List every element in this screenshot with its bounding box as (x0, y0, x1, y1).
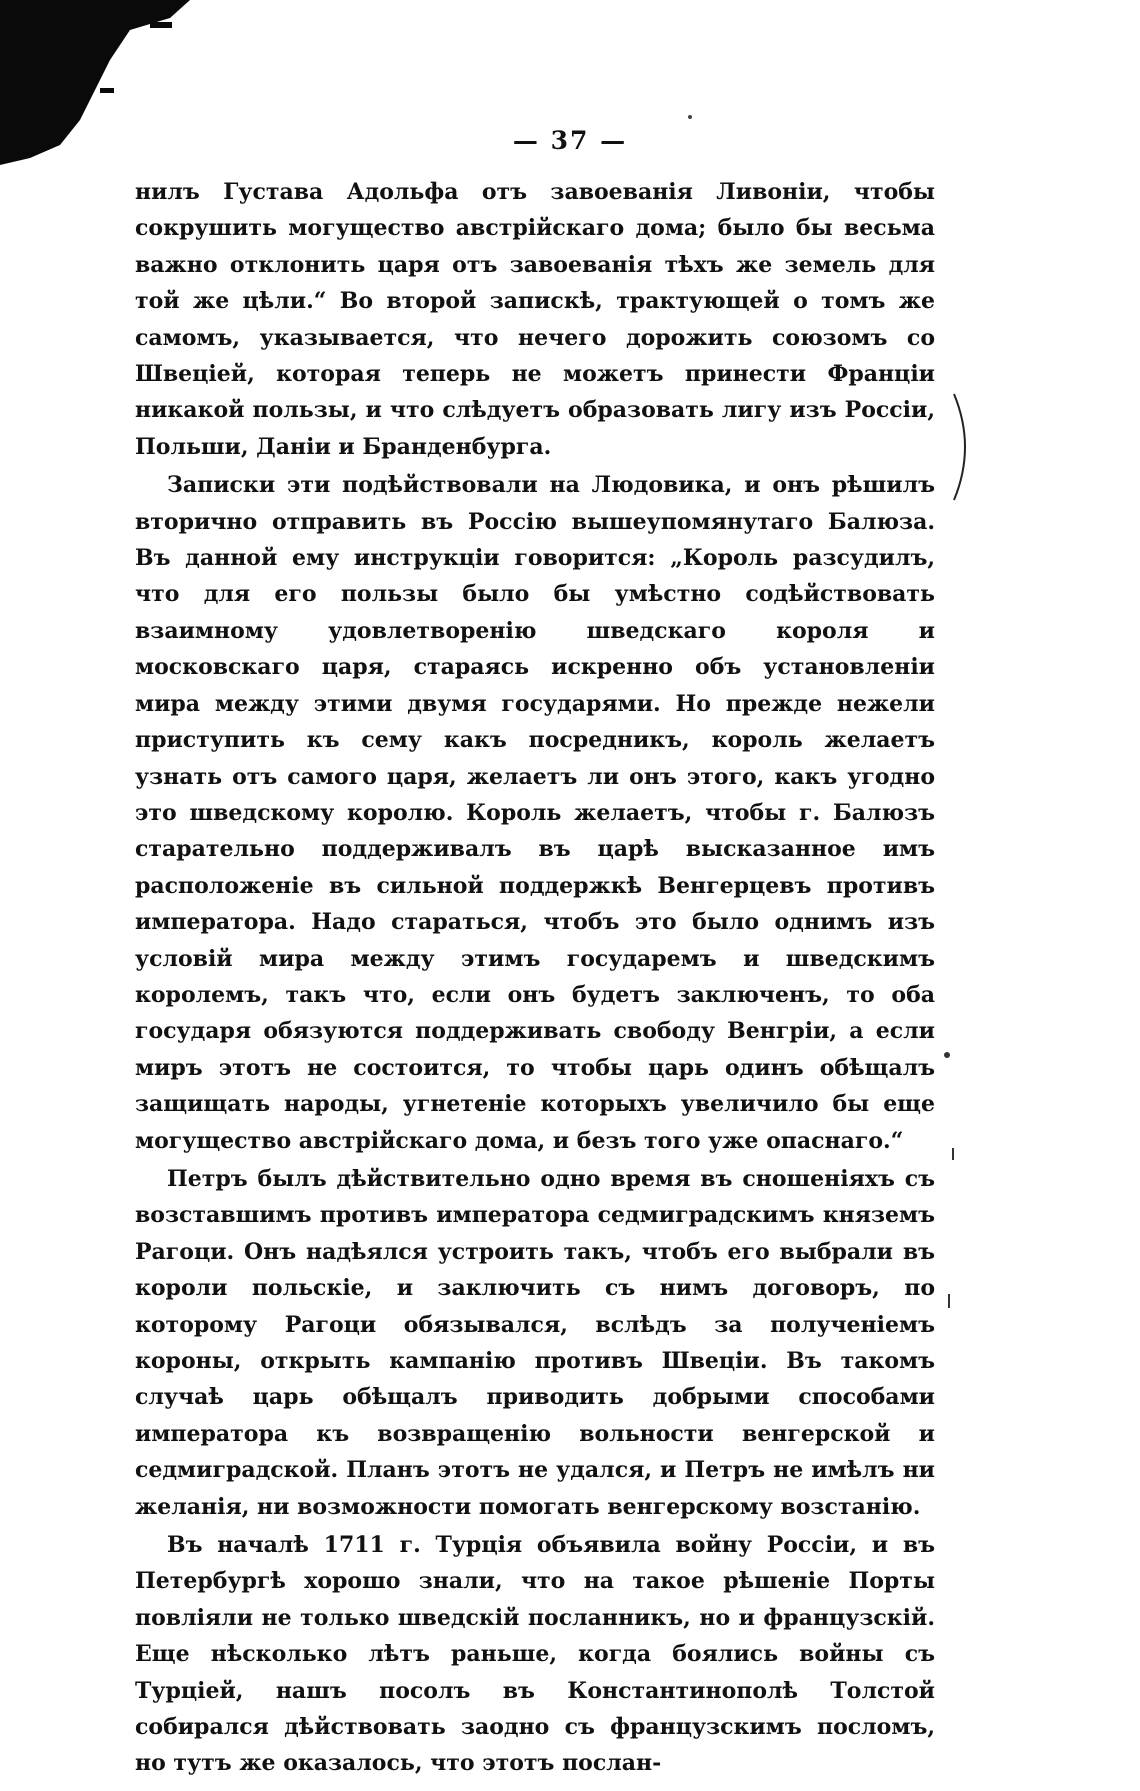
margin-dot-4 (688, 115, 692, 119)
margin-dot-3 (948, 1294, 950, 1308)
scan-edge-notch-2 (100, 88, 114, 93)
margin-bracket-stroke (954, 394, 965, 500)
body-text (135, 174, 935, 1782)
paragraph-2: Записки эти подѣйствовали на Людовика, и онъ рѣшилъ вторично отправить въ Россію вышеупомянутаго Балюза. Въ данной ему инструкціи говорится: „Король разсудилъ, что для его пользы было бы умѣстно содѣйствовать взаимному удовлетворенію шведскаго короля и московскаго царя, стараясь искренно объ установленіи мира между этими двумя государями. Но прежде нежели приступить къ сему какъ посредникъ, король желаетъ узнать отъ самого царя, желаетъ ли онъ этого, какъ угодно это шведскому королю. Король желаетъ, чтобы г. Балюзъ старательно поддерживалъ въ царѣ высказанное имъ расположеніе въ сильной поддержкѣ Венгерцевъ противъ императора. Надо стараться, чтобъ это было однимъ изъ условій мира между этимъ государемъ и шведскимъ королемъ, такъ что, если онъ будетъ заключенъ, то оба государя обязуются поддерживать свободу Венгріи, а если миръ этотъ не состоится, то чтобы царь одинъ обѣщалъ защищать народы, угнетеніе которыхъ увеличило бы еще могущество австрійскаго дома, и безъ того уже опаснаго.“ (135, 472, 935, 1154)
paragraph-3: Петръ былъ дѣйствительно одно время въ сношеніяхъ съ возставшимъ противъ императора седмиградскимъ княземъ Рагоци. Онъ надѣялся устроить такъ, чтобъ его выбрали въ короли польскіе, и заключить съ нимъ договоръ, по которому Рагоци обязывался, вслѣдъ за полученіемъ короны, открыть кампанію противъ Швеціи. Въ такомъ случаѣ царь обѣщалъ приводить добрыми способами императора къ возвращенію вольности венгерской и седмиградской. Планъ этотъ не удался, и Петръ не имѣлъ ни желанія, ни возможности помогать венгерскому возстанію. (135, 1165, 935, 1520)
margin-dot-1 (944, 1052, 950, 1058)
margin-dot-2 (952, 1148, 954, 1160)
page-number: — 37 — (512, 126, 628, 155)
margin-bracket-mark (950, 392, 980, 502)
paragraph-4: Въ началѣ 1711 г. Турція объявила войну Россіи, и въ Петербургѣ хорошо знали, что на такое рѣшеніе Порты повліяли не только шведскій посланникъ, но и французскій. Еще нѣсколько лѣтъ раньше, когда боялись войны съ Турціей, нашъ посолъ въ Константинополѣ Толстой собирался дѣйствовать заодно съ французскимъ посломъ, но тутъ же оказалось, что этотъ послан- (135, 1532, 935, 1777)
scan-edge-notch-1 (150, 22, 172, 28)
paragraph-1: нилъ Густава Адольфа отъ завоеванія Ливоніи, чтобы сокрушить могущество австрійскаго дома; было бы весьма важно отклонить царя отъ завоеванія тѣхъ же земель для той же цѣли.“ Во второй запискѣ, трактующей о томъ же самомъ, указывается, что нечего дорожить союзомъ со Швеціей, которая теперь не можетъ принести Франціи никакой пользы, и что слѣдуетъ образовать лигу изъ Россіи, Польши, Даніи и Бранденбурга. (135, 179, 935, 460)
